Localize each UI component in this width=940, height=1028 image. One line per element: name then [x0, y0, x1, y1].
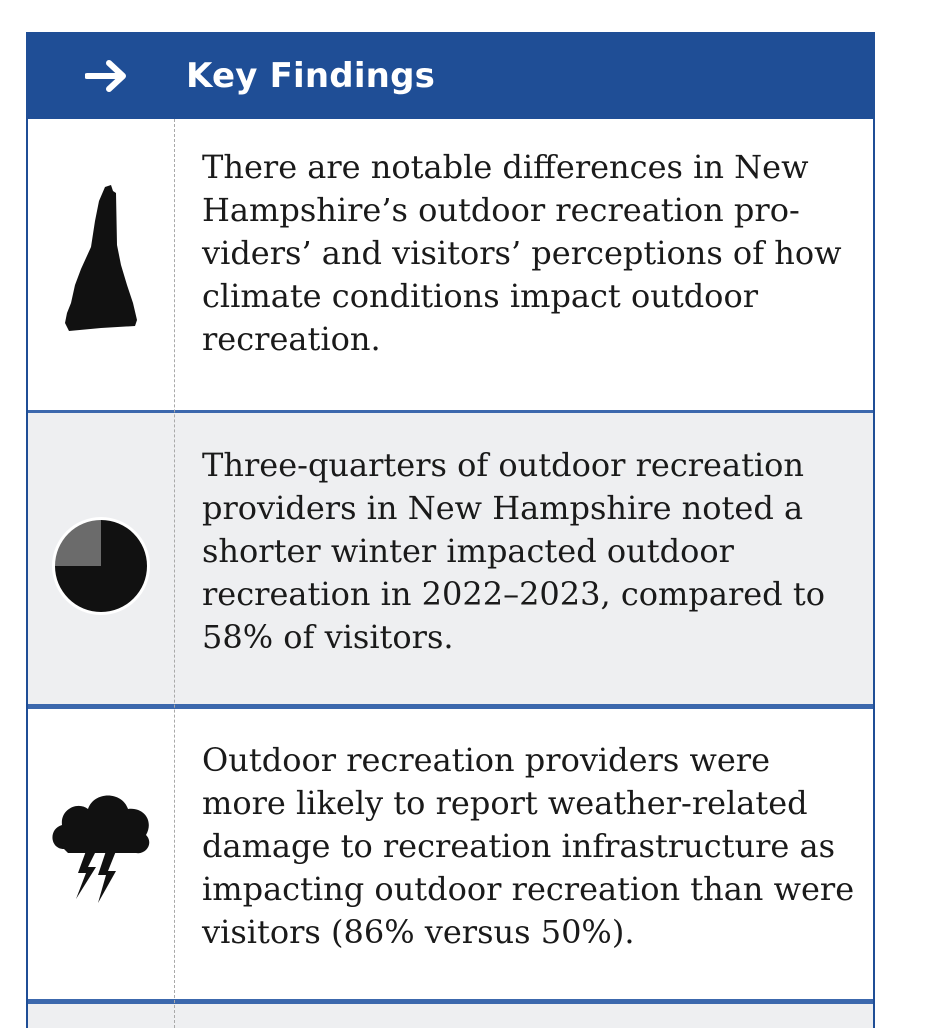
- arrow-right-icon: [28, 58, 186, 94]
- key-findings-title: Key Findings: [186, 55, 436, 96]
- storm-cloud-icon: [28, 779, 174, 909]
- column-separator: [174, 119, 175, 1028]
- key-findings-panel: [26, 32, 875, 1028]
- new-hampshire-map-icon: [28, 185, 174, 335]
- finding-row: [28, 1004, 873, 1028]
- finding-row: [28, 119, 873, 410]
- finding-text: There are notable differences in New Hampshire’s outdoor recreation pro-viders’ and visitors’ perceptions of how climate conditions impact outdoor recreation.: [202, 148, 842, 358]
- finding-row: [28, 709, 873, 999]
- finding-text: Outdoor recreation providers were more likely to report weather-related damage to recreation infrastructure as impacting outdoor recreation than were visitors (86% versus 50%).: [202, 741, 855, 951]
- finding-text: Three-quarters of outdoor recreation providers in New Hampshire noted a shorter winter impacted outdoor recreation in 2022–2023, compared to 58% of visitors.: [202, 446, 825, 656]
- pie-chart-icon: [28, 514, 174, 618]
- finding-row: [28, 413, 873, 704]
- key-findings-header: [28, 32, 873, 119]
